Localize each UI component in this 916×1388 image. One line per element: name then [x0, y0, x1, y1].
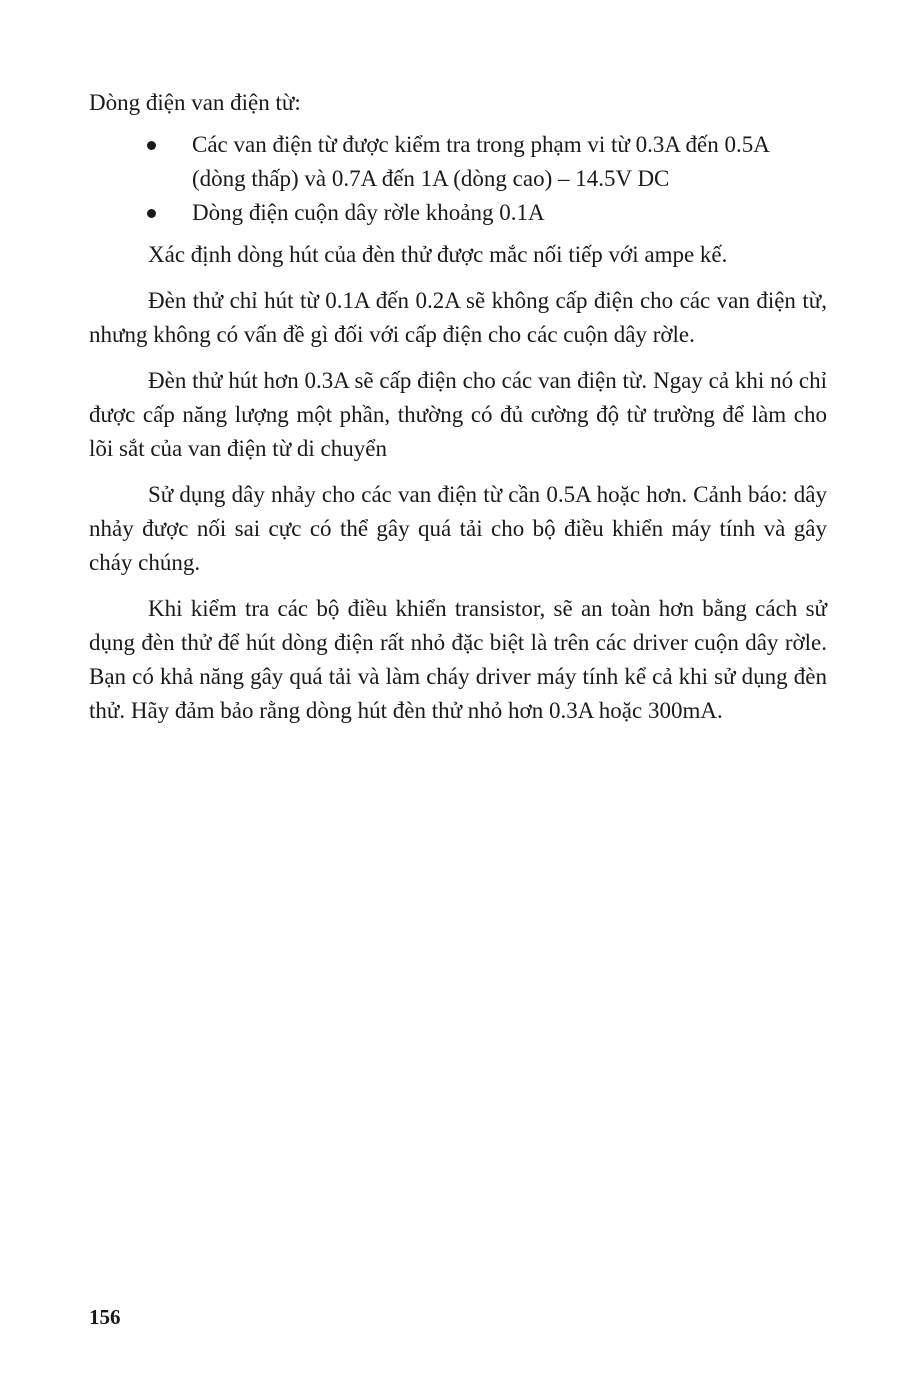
intro-line: Dòng điện van điện từ:	[89, 90, 301, 115]
paragraph: Sử dụng dây nhảy cho các van điện từ cần 0.5A hoặc hơn. Cảnh báo: dây nhảy được nối sai cực có thể gây quá tải cho bộ điều khiển máy tính và gây cháy chúng.	[89, 482, 827, 575]
page-body	[89, 86, 827, 740]
page-number: 156	[89, 1305, 121, 1329]
bullet-icon	[147, 209, 156, 218]
list-item	[89, 128, 827, 196]
bullet-icon	[147, 141, 156, 150]
paragraph: Xác định dòng hút của đèn thử được mắc nối tiếp với ampe kế.	[148, 242, 728, 267]
list-item	[89, 196, 827, 230]
bullet-list	[89, 128, 827, 230]
list-item-text: Dòng điện cuộn dây rờle khoảng 0.1A	[192, 200, 545, 225]
list-item-text: Các van điện từ được kiểm tra trong phạm vi từ 0.3A đến 0.5A (dòng thấp) và 0.7A đến 1A (dòng cao) – 14.5V DC	[192, 132, 769, 191]
paragraph: Đèn thử hút hơn 0.3A sẽ cấp điện cho các van điện từ. Ngay cả khi nó chỉ được cấp năng lượng một phần, thường có đủ cường độ từ trường để làm cho lõi sắt của van điện từ di chuyển	[89, 368, 827, 461]
paragraph: Đèn thử chỉ hút từ 0.1A đến 0.2A sẽ không cấp điện cho các van điện từ, nhưng không có vấn đề gì đối với cấp điện cho các cuộn dây rờle.	[89, 288, 827, 347]
paragraph: Khi kiểm tra các bộ điều khiển transistor, sẽ an toàn hơn bằng cách sử dụng đèn thử để hút dòng điện rất nhỏ đặc biệt là trên các driver cuộn dây rờle. Bạn có khả năng gây quá tải và làm cháy driver máy tính kể cả khi sử dụng đèn thử. Hãy đảm bảo rằng dòng hút đèn thử nhỏ hơn 0.3A hoặc 300mA.	[89, 596, 827, 723]
